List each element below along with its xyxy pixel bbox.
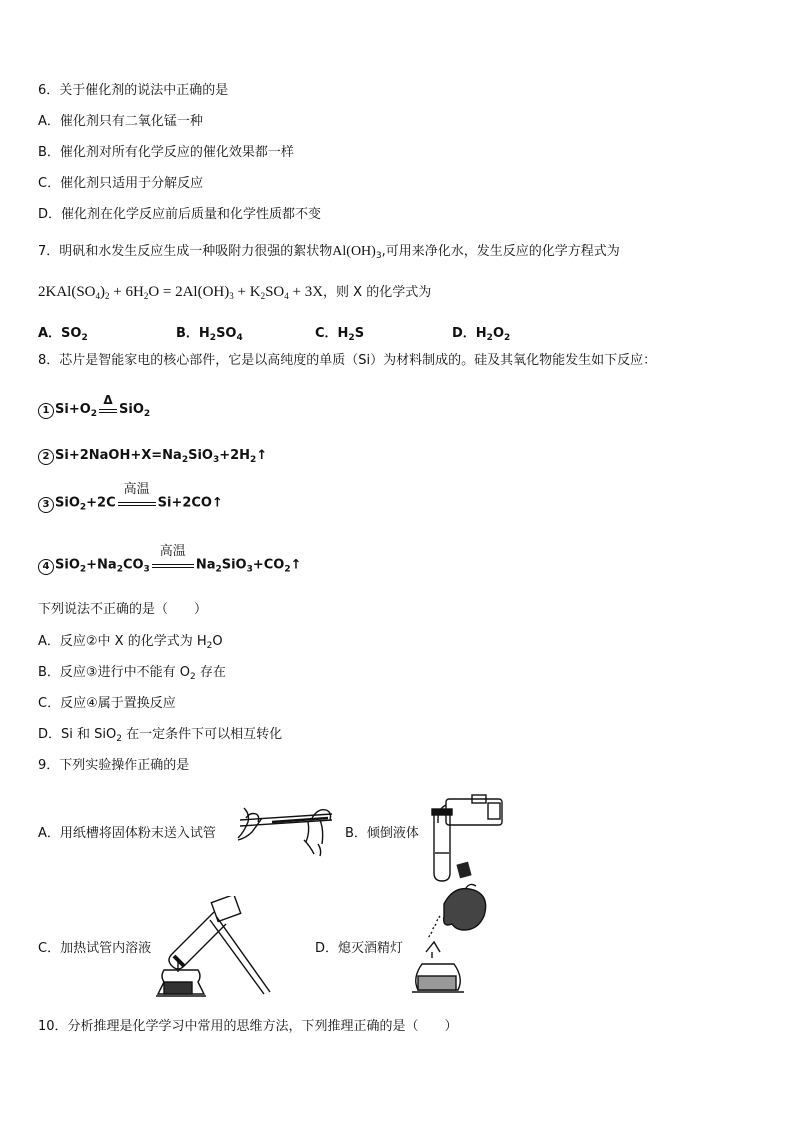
q7-eq-part: O = 2Al(OH) xyxy=(148,284,230,300)
r2-sub: 2 xyxy=(250,455,257,465)
q6-option-c: C．催化剂只适用于分解反应 xyxy=(38,176,204,191)
q8-opt-text: 存在 xyxy=(195,665,226,680)
q7-opt-text: D．H xyxy=(452,326,487,341)
r4-sub: 2 xyxy=(215,564,222,575)
q9-stem: 9．下列实验操作正确的是 xyxy=(38,758,190,773)
q8-option-a xyxy=(38,633,223,655)
r3-part: +2C xyxy=(86,495,116,511)
q7-opt-sub: 2 xyxy=(81,333,88,343)
q8-reaction-2 xyxy=(38,447,267,469)
q7-opt-text: A．SO xyxy=(38,326,82,341)
q7-stem xyxy=(38,243,620,265)
q7-opt-text: B．H xyxy=(176,326,210,341)
r1-right: SiO xyxy=(119,402,144,417)
r4-sub: 2 xyxy=(116,564,123,575)
q7-option-d xyxy=(452,322,510,343)
q6-option-b: B．催化剂对所有化学反应的催化效果都一样 xyxy=(38,145,294,160)
q7-eq-part: 2KAl(SO xyxy=(38,284,96,300)
high-temp-label: 高温 xyxy=(159,544,186,559)
q7-opt-sub: 2 xyxy=(486,333,493,343)
q8-opt-sub: 2 xyxy=(189,672,196,682)
heating-tube-figure xyxy=(150,896,280,1000)
r4-part: Na xyxy=(195,557,216,573)
q7-opt-sub: 4 xyxy=(236,333,243,343)
r2-part: SiO xyxy=(188,448,213,463)
r3-sub: 2 xyxy=(79,502,87,513)
r3-part: SiO xyxy=(55,495,80,511)
q7-opt-text: C．H xyxy=(315,326,349,341)
q8-option-d xyxy=(38,726,282,748)
q7-stem-formula: Al(OH) xyxy=(332,244,376,259)
q7-eq-part: SO xyxy=(265,284,285,300)
q7-eq-sub: 2 xyxy=(260,291,266,301)
q7-option-c xyxy=(315,322,364,343)
pouring-liquid-figure xyxy=(428,793,510,883)
r4-sub: 2 xyxy=(79,564,87,575)
q8-opt-text: 在一定条件下可以相互转化 xyxy=(121,727,283,742)
high-temp-condition xyxy=(150,544,196,574)
q7-stem-a: 7．明矾和水发生反应生成一种吸附力很强的絮状物 xyxy=(38,244,333,259)
r2-part: +2H xyxy=(219,448,251,463)
q9-option-d: D．熄灭酒精灯 xyxy=(315,941,404,956)
q8-ask: 下列说法不正确的是（ ） xyxy=(38,602,208,617)
r4-part: +Na xyxy=(86,557,117,573)
r4-sub: 3 xyxy=(246,564,253,575)
q8-reaction-4 xyxy=(38,544,302,579)
paper-trough-figure xyxy=(232,800,340,860)
q7-opt-sub: 2 xyxy=(209,333,217,343)
r2-part: Si+2NaOH+X=Na xyxy=(55,448,182,463)
q7-eq-sub: 3 xyxy=(229,291,234,301)
reaction-number-1: 1 xyxy=(38,403,54,419)
r1-left-sub: 2 xyxy=(90,409,98,419)
q10-stem: 10．分析推理是化学学习中常用的思维方法，下列推理正确的是（ ） xyxy=(38,1019,458,1034)
q7-eq-part: + 6H xyxy=(109,284,144,300)
q8-option-b xyxy=(38,664,226,686)
r3-part: Si+2CO↑ xyxy=(157,495,223,511)
q7-equation xyxy=(38,283,431,305)
r1-left: Si+O xyxy=(55,402,91,417)
r4-part: +CO xyxy=(252,557,285,573)
r4-part: CO xyxy=(122,557,144,573)
q6-option-d: D．催化剂在化学反应前后质量和化学性质都不变 xyxy=(38,207,322,222)
q8-opt-sub: 2 xyxy=(206,641,213,651)
high-temp-condition xyxy=(116,482,158,512)
q7-eq-sub: 2 xyxy=(143,291,149,301)
r2-part: ↑ xyxy=(256,448,268,463)
q7-stem-formula-sub: 3 xyxy=(375,251,382,261)
q8-reaction-3 xyxy=(38,482,223,517)
reaction-number-4: 4 xyxy=(38,559,54,575)
q7-option-b xyxy=(176,322,243,343)
q8-reaction-1 xyxy=(38,392,151,423)
r4-sub: 3 xyxy=(143,564,150,575)
r2-sub: 3 xyxy=(212,455,220,465)
q8-opt-sub: 2 xyxy=(116,734,122,744)
q8-opt-text: D．Si 和 SiO xyxy=(38,727,117,742)
r4-part: SiO xyxy=(221,557,247,573)
r1-right-sub: 2 xyxy=(143,409,151,419)
extinguish-lamp-figure xyxy=(404,880,504,1004)
q9-option-c: C．加热试管内溶液 xyxy=(38,941,152,956)
q7-eq-sub: 4 xyxy=(284,291,289,301)
q7-eq-part: + K xyxy=(233,284,261,300)
q7-opt-text: SO xyxy=(216,326,237,341)
q8-option-c: C．反应④属于置换反应 xyxy=(38,696,176,711)
reaction-number-3: 3 xyxy=(38,497,54,513)
q7-eq-sub: 4 xyxy=(95,291,101,301)
q8-opt-text: O xyxy=(212,634,223,649)
q7-stem-c: ,可用来净化水，发生反应的化学方程式为 xyxy=(381,244,620,259)
q8-stem: 8．芯片是智能家电的核心部件，它是以高纯度的单质（Si）为材料制成的。硅及其氧化物能发生如下反应： xyxy=(38,353,657,368)
r4-sub: 2 xyxy=(284,564,291,575)
q7-opt-sub: 2 xyxy=(348,333,355,343)
stopper-icon xyxy=(456,862,471,879)
q7-eq-part: ) xyxy=(100,284,106,300)
q7-opt-sub: 2 xyxy=(504,333,511,343)
q9-option-b: B．倾倒液体 xyxy=(345,826,419,841)
q7-option-a xyxy=(38,322,88,343)
reaction-number-2: 2 xyxy=(38,449,54,465)
r2-sub: 2 xyxy=(181,455,189,465)
q7-opt-text: S xyxy=(354,326,365,341)
high-temp-label: 高温 xyxy=(123,482,150,497)
q7-opt-text: O xyxy=(492,326,504,341)
r4-part: SiO xyxy=(55,557,80,573)
heat-symbol: Δ xyxy=(103,392,113,407)
q8-opt-text: B．反应③进行中不能有 O xyxy=(38,665,190,680)
heat-condition xyxy=(97,392,119,418)
q7-eq-part: + 3X xyxy=(288,284,324,300)
q9-option-a: A．用纸槽将固体粉末送入试管 xyxy=(38,826,216,841)
q7-eq-sub: 2 xyxy=(105,291,110,301)
q6-stem: 6．关于催化剂的说法中正确的是 xyxy=(38,83,229,98)
q8-opt-text: A．反应②中 X 的化学式为 H xyxy=(38,634,207,649)
q6-option-a: A．催化剂只有二氧化锰一种 xyxy=(38,114,203,129)
r4-part: ↑ xyxy=(290,557,302,573)
q7-eq-tail: ，则 X 的化学式为 xyxy=(323,285,432,300)
